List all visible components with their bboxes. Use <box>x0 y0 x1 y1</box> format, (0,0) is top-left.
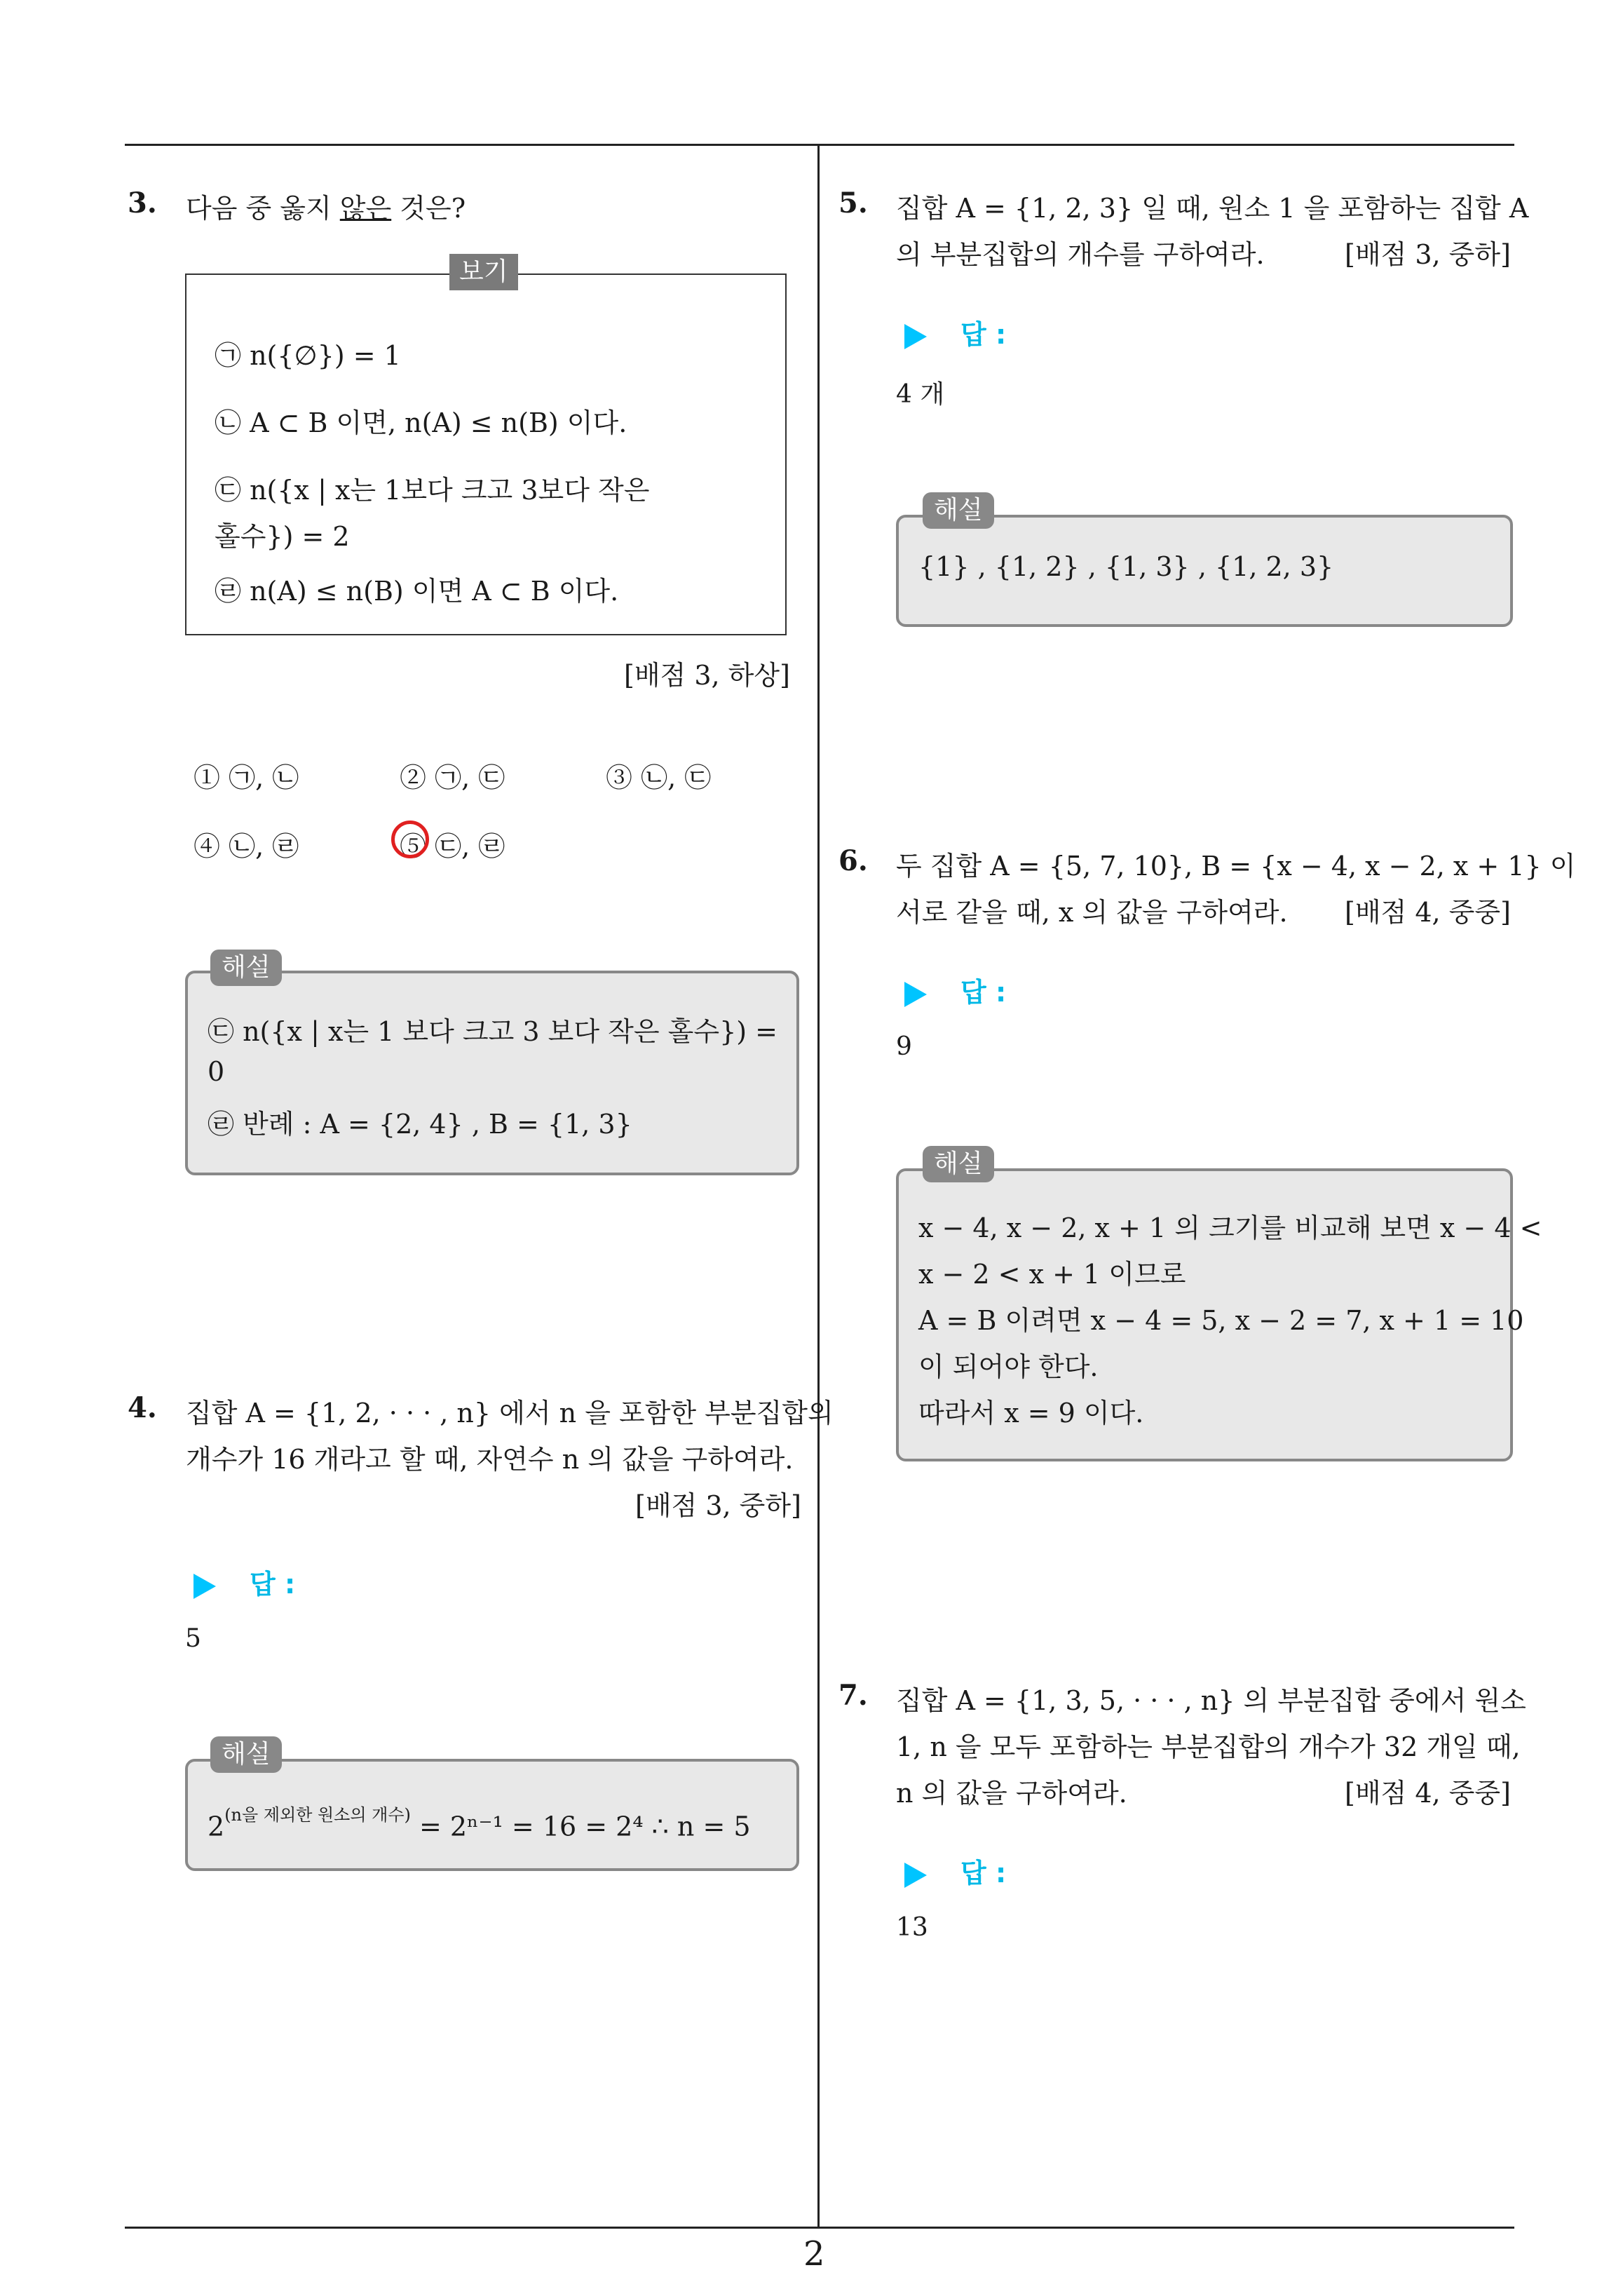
answer-value: 9 <box>896 1032 912 1061</box>
column-divider <box>817 144 820 2228</box>
haeseol-line: ㉢ n({x | x는 1 보다 크고 3 보다 작은 홀수}) = <box>208 1016 777 1047</box>
bottom-rule <box>125 2227 1514 2229</box>
answer-label <box>193 1562 295 1601</box>
bogi-title: 보기 <box>449 254 518 290</box>
bogi-item: ㉠ n({∅}) = 1 <box>215 340 401 371</box>
question-number: 7. <box>838 1679 868 1712</box>
play-arrow-icon <box>904 1863 927 1888</box>
haeseol-exponent: (n을 제외한 원소의 개수) <box>224 1805 411 1825</box>
question-text-underlined: 않은 <box>339 193 392 224</box>
answer-value: 5 <box>185 1624 201 1653</box>
question-text: 집합 A = {1, 3, 5, · · · , n} 의 부분집합 중에서 원소 <box>896 1685 1526 1716</box>
haeseol-formula <box>208 1807 751 1842</box>
haeseol-title: 해설 <box>923 492 994 529</box>
question-text: 서로 같을 때, x 의 값을 구하여라. <box>896 897 1288 928</box>
question-text-post: 것은? <box>391 193 466 224</box>
answer-label-text: 답 : <box>960 1858 1007 1889</box>
haeseol-base: 2 <box>208 1811 225 1842</box>
haeseol-line: x − 2 < x + 1 이므로 <box>918 1259 1186 1290</box>
selected-answer-mark <box>391 821 429 858</box>
answer-label-text: 답 : <box>960 977 1007 1008</box>
question-number: 5. <box>838 187 868 220</box>
play-arrow-icon <box>193 1574 216 1599</box>
haeseol-line: 이 되어야 한다. <box>918 1351 1099 1382</box>
question-text: n 의 값을 구하여라. <box>896 1778 1127 1809</box>
answer-label-text: 답 : <box>960 319 1007 350</box>
bogi-item: ㉢ n({x | x는 1보다 크고 3보다 작은 <box>215 475 650 506</box>
top-rule <box>125 144 1514 146</box>
choice-3[interactable]: ③ ㉡, ㉢ <box>606 762 712 793</box>
question-text <box>186 187 466 225</box>
haeseol-line: A = B 이려면 x − 4 = 5, x − 2 = 7, x + 1 = 10 <box>918 1305 1524 1336</box>
bogi-item: ㉣ n(A) ≤ n(B) 이면 A ⊂ B 이다. <box>215 576 619 607</box>
haeseol-title: 해설 <box>210 950 282 986</box>
question-text: 개수가 16 개라고 할 때, 자연수 n 의 값을 구하여라. <box>186 1444 794 1475</box>
score: [배점 4, 중중] <box>1345 897 1511 928</box>
haeseol-rest: = 2ⁿ⁻¹ = 16 = 2⁴ ∴ n = 5 <box>410 1811 751 1842</box>
haeseol-line: 0 <box>208 1056 225 1087</box>
question-number: 4. <box>128 1391 157 1424</box>
haeseol-line: 따라서 x = 9 이다. <box>918 1398 1144 1429</box>
haeseol-box <box>185 971 799 1175</box>
choice-4[interactable]: ④ ㉡, ㉣ <box>193 831 299 862</box>
question-number: 3. <box>128 187 157 220</box>
answer-value: 4 개 <box>896 380 945 409</box>
bogi-item: ㉡ A ⊂ B 이면, n(A) ≤ n(B) 이다. <box>215 407 627 438</box>
answer-label <box>904 1851 1006 1890</box>
answer-label <box>904 313 1006 351</box>
question-text: 집합 A = {1, 2, 3} 일 때, 원소 1 을 포함하는 집합 A <box>896 193 1529 224</box>
haeseol-line: ㉣ 반례 : A = {2, 4} , B = {1, 3} <box>208 1109 632 1140</box>
score: [배점 3, 중하] <box>1345 239 1511 270</box>
haeseol-title: 해설 <box>210 1736 282 1773</box>
play-arrow-icon <box>904 324 927 349</box>
score: [배점 3, 하상] <box>624 660 790 691</box>
question-text-pre: 다음 중 옳지 <box>186 193 340 224</box>
haeseol-line: {1} , {1, 2} , {1, 3} , {1, 2, 3} <box>918 551 1334 582</box>
question-text: 1, n 을 모두 포함하는 부분집합의 개수가 32 개일 때, <box>896 1731 1521 1762</box>
question-text: 집합 A = {1, 2, · · · , n} 에서 n 을 포함한 부분집합의 <box>186 1398 834 1429</box>
bogi-item: 홀수}) = 2 <box>215 521 350 552</box>
choice-1[interactable]: ① ㉠, ㉡ <box>193 762 299 793</box>
haeseol-line: x − 4, x − 2, x + 1 의 크기를 비교해 보면 x − 4 < <box>918 1213 1542 1243</box>
play-arrow-icon <box>904 982 927 1007</box>
choice-5[interactable]: ⑤ ㉢, ㉣ <box>400 831 505 862</box>
choice-2[interactable]: ② ㉠, ㉢ <box>400 762 505 793</box>
page-number: 2 <box>803 2234 825 2274</box>
answer-label-text: 답 : <box>250 1569 296 1600</box>
score: [배점 4, 중중] <box>1345 1778 1511 1809</box>
question-text: 두 집합 A = {5, 7, 10}, B = {x − 4, x − 2, x + 1} 이 <box>896 851 1576 882</box>
answer-value: 13 <box>896 1913 928 1942</box>
answer-label <box>904 971 1006 1009</box>
score: [배점 3, 중하] <box>635 1490 801 1521</box>
haeseol-title: 해설 <box>923 1146 994 1182</box>
question-number: 6. <box>838 844 868 877</box>
question-text: 의 부분집합의 개수를 구하여라. <box>896 239 1265 270</box>
